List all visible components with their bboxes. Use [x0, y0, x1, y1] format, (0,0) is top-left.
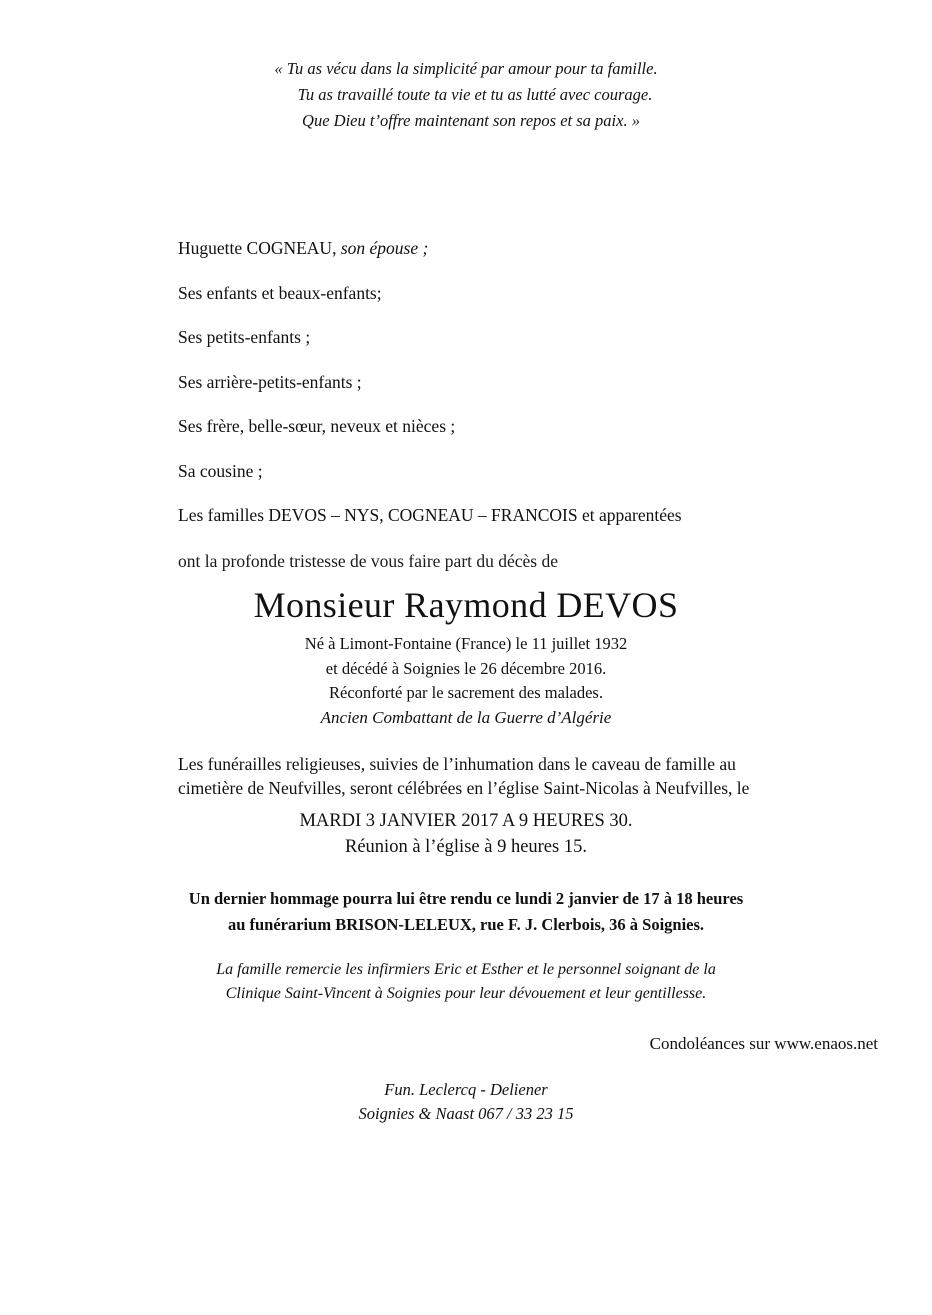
family-line-siblings: Ses frère, belle-sœur, neveux et nièces ;	[178, 416, 456, 436]
deceased-death: et décédé à Soignies le 26 décembre 2016.	[325, 658, 607, 678]
funeral-description	[178, 752, 837, 800]
spouse-name: Huguette COGNEAU,	[178, 238, 337, 258]
homage-notice	[120, 886, 812, 938]
homage-line-1: Un dernier hommage pourra lui être rendu ce lundi 2 janvier de 17 à 18 heures	[188, 889, 744, 908]
family-line-spouse	[178, 238, 802, 258]
funeral-home-contact: Soignies & Naast 067 / 33 23 15	[358, 1104, 574, 1123]
epigraph	[0, 56, 932, 134]
thanks-message	[150, 958, 782, 1006]
funeral-schedule	[0, 808, 932, 860]
family-line-children: Ses enfants et beaux-enfants;	[178, 282, 382, 303]
thanks-line-1: La famille remercie les infirmiers Eric et Esther et le personnel soignant de la	[216, 961, 716, 978]
thanks-line-2: Clinique Saint-Vincent à Soignies pour leur dévouement et leur gentillesse.	[225, 985, 707, 1002]
epigraph-line-1: « Tu as vécu dans la simplicité par amour pour ta famille.	[274, 59, 658, 78]
family-line-grandchildren: Ses petits-enfants ;	[178, 327, 311, 347]
condolences-link[interactable]: Condoléances sur www.enaos.net	[649, 1034, 878, 1053]
funeral-home-footer	[0, 1078, 932, 1126]
epigraph-line-3: Que Dieu t’offre maintenant son repos et sa paix. »	[302, 111, 640, 130]
deceased-details	[0, 632, 932, 730]
funeral-home-name: Fun. Leclercq - Deliener	[384, 1080, 548, 1099]
funeral-description-line-2: cimetière de Neufvilles, seront célébrées en l’église Saint-Nicolas à Neufvilles, le	[178, 778, 750, 798]
funeral-gathering: Réunion à l’église à 9 heures 15.	[345, 837, 587, 857]
deceased-distinction: Ancien Combattant de la Guerre d’Algérie	[320, 707, 612, 727]
deceased-birth: Né à Limont-Fontaine (France) le 11 juillet 1932	[304, 634, 628, 653]
family-line-great-grandchildren: Ses arrière-petits-enfants ;	[178, 371, 362, 392]
spouse-role: son épouse ;	[340, 238, 429, 258]
family-line-cousin: Sa cousine ;	[178, 460, 263, 481]
funeral-description-line-1: Les funérailles religieuses, suivies de l’inhumation dans le caveau de famille au	[178, 754, 736, 774]
family-list	[178, 238, 802, 525]
homage-line-2: au funérarium BRISON-LELEUX, rue F. J. Clerbois, 36 à Soignies.	[227, 915, 705, 934]
family-line-families: Les familles DEVOS – NYS, COGNEAU – FRANCOIS et apparentées	[178, 505, 682, 525]
announcement-text: ont la profonde tristesse de vous faire part du décès de	[178, 551, 559, 571]
deceased-name: Monsieur Raymond DEVOS	[253, 585, 679, 625]
deceased-sacrament: Réconforté par le sacrement des malades.	[329, 683, 603, 702]
epigraph-line-2: Tu as travaillé toute ta vie et tu as lutté avec courage.	[297, 85, 653, 104]
funeral-datetime: MARDI 3 JANVIER 2017 A 9 HEURES 30.	[299, 811, 633, 831]
